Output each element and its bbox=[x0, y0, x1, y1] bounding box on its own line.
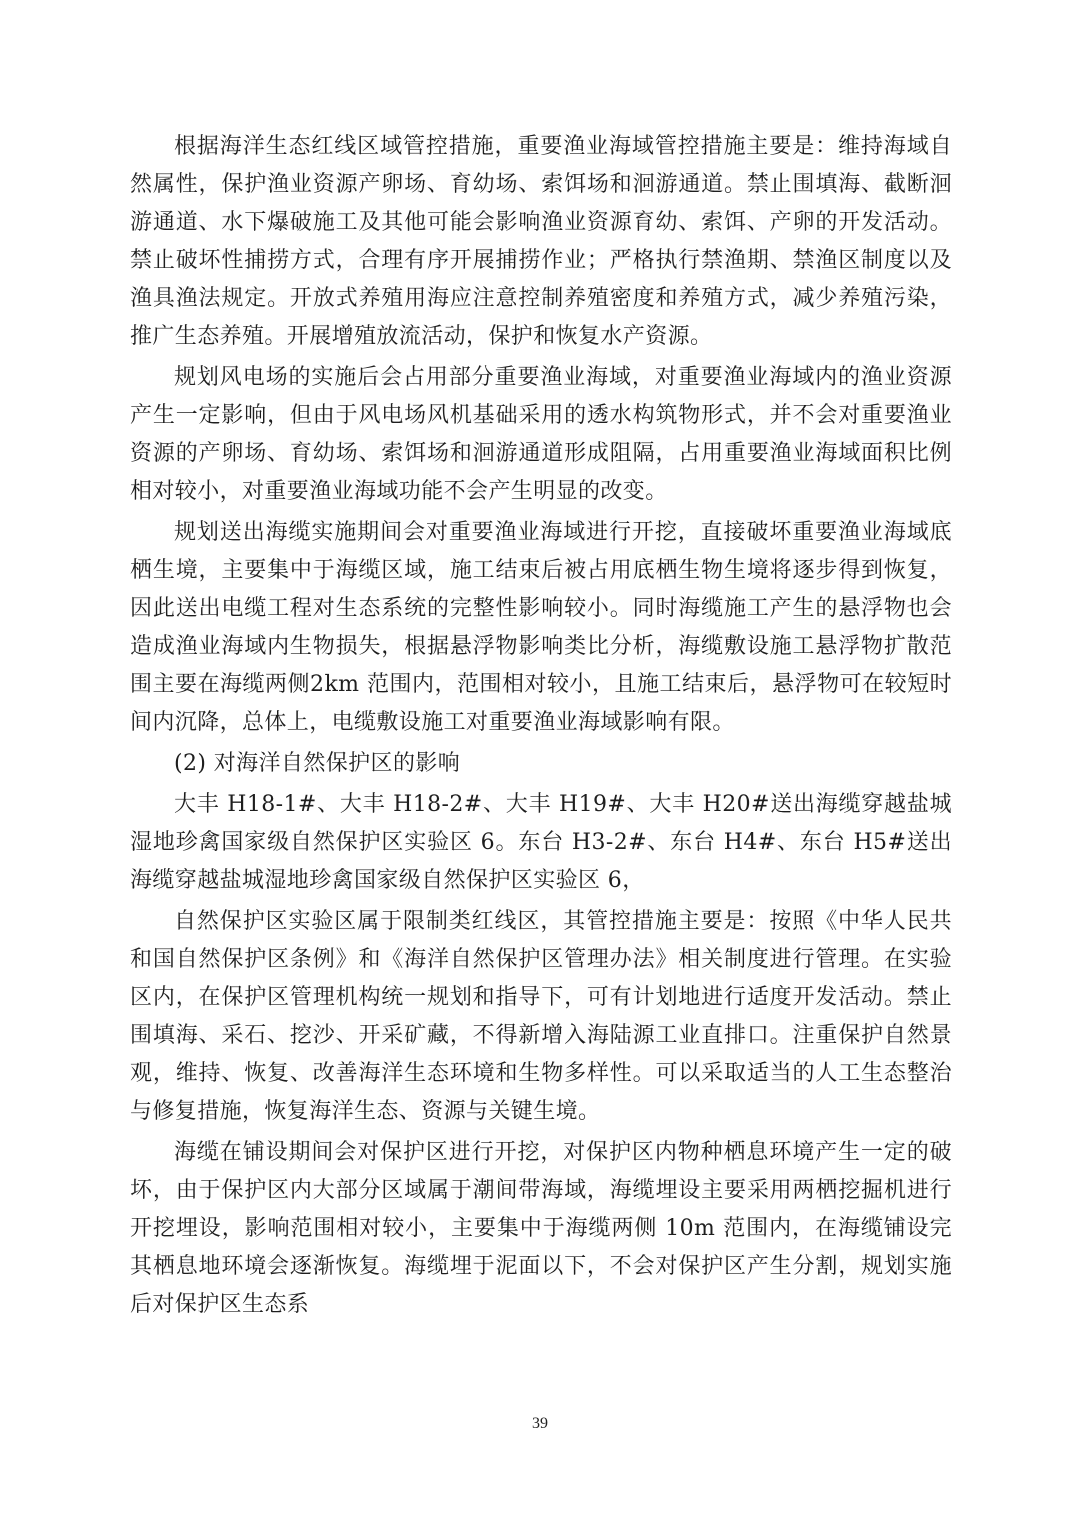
document-body bbox=[130, 128, 952, 1327]
paragraph-fishery-controls: 根据海洋生态红线区域管控措施，重要渔业海域管控措施主要是：维持海域自然属性，保护渔业资源产卵场、育幼场、索饵场和洄游通道。禁止围填海、截断洄游通道、水下爆破施工及其他可能会影响渔业资源育幼、索饵、产卵的开发活动。禁止破坏性捕捞方式，合理有序开展捕捞作业；严格执行禁渔期、禁渔区制度以及渔具渔法规定。开放式养殖用海应注意控制养殖密度和养殖方式，减少养殖污染，推广生态养殖。开展增殖放流活动，保护和恢复水产资源。 bbox=[130, 134, 952, 349]
paragraph-cable-crossing: 大丰 H18-1#、大丰 H18-2#、大丰 H19#、大丰 H20#送出海缆穿越盐城湿地珍禽国家级自然保护区实验区 6。东台 H3-2#、东台 H4#、东台 H5#送出海缆穿越盐城湿地珍禽国家级自然保护区实验区 6， bbox=[130, 792, 952, 893]
section-heading-nature-reserve: (2) 对海洋自然保护区的影响 bbox=[174, 751, 461, 776]
paragraph-cable-impact: 规划送出海缆实施期间会对重要渔业海域进行开挖，直接破坏重要渔业海域底栖生境，主要集中于海缆区域，施工结束后被占用底栖生物生境将逐步得到恢复，因此送出电缆工程对生态系统的完整性影响较小。同时海缆施工产生的悬浮物也会造成渔业海域内生物损失，根据悬浮物影响类比分析，海缆敷设施工悬浮物扩散范围主要在海缆两侧2km 范围内，范围相对较小，且施工结束后，悬浮物可在较短时间内沉降，总体上，电缆敷设施工对重要渔业海域影响有限。 bbox=[130, 520, 952, 735]
paragraph-wind-farm-impact: 规划风电场的实施后会占用部分重要渔业海域，对重要渔业海域内的渔业资源产生一定影响，但由于风电场风机基础采用的透水构筑物形式，并不会对重要渔业资源的产卵场、育幼场、索饵场和洄游通道形成阻隔，占用重要渔业海域面积比例相对较小，对重要渔业海域功能不会产生明显的改变。 bbox=[130, 365, 952, 504]
paragraph-reserve-controls: 自然保护区实验区属于限制类红线区，其管控措施主要是：按照《中华人民共和国自然保护区条例》和《海洋自然保护区管理办法》相关制度进行管理。在实验区内，在保护区管理机构统一规划和指导下，可有计划地进行适度开发活动。禁止围填海、采石、挖沙、开采矿藏，不得新增入海陆源工业直排口。注重保护自然景观，维持、恢复、改善海洋生态环境和生物多样性。可以采取适当的人工生态整治与修复措施，恢复海洋生态、资源与关键生境。 bbox=[130, 909, 952, 1124]
paragraph-reserve-impact: 海缆在铺设期间会对保护区进行开挖，对保护区内物种栖息环境产生一定的破坏，由于保护区内大部分区域属于潮间带海域，海缆埋设主要采用两栖挖掘机进行开挖埋设，影响范围相对较小，主要集中于海缆两侧 10m 范围内，在海缆铺设完其栖息地环境会逐渐恢复。海缆埋于泥面以下，不会对保护区产生分割，规划实施后对保护区生态系 bbox=[130, 1140, 952, 1317]
page-number: 39 bbox=[532, 1415, 548, 1432]
